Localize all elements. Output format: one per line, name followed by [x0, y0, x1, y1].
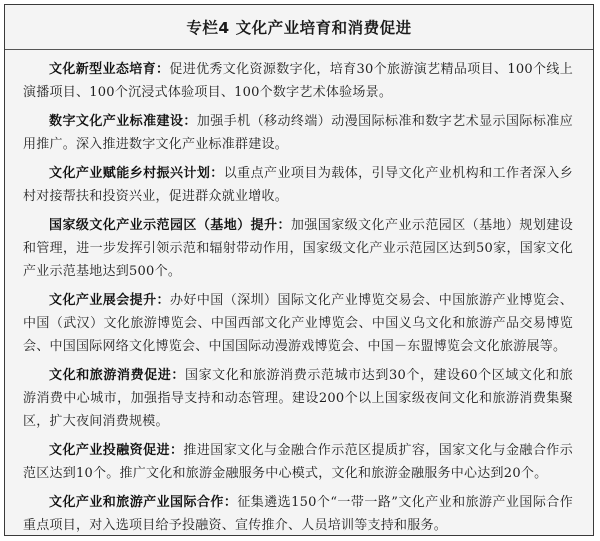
column-title: 专栏4 文化产业培育和消费促进: [5, 5, 593, 50]
item-label: 文化产业赋能乡村振兴计划：: [49, 166, 224, 181]
item-text: 以重点产业项目为载体，引导文化产业机构和工作者深入乡村对接帮扶和投资兴业，促进群众就业增收。: [23, 166, 573, 204]
item-demonstration-parks: [23, 214, 573, 283]
item-text: 促进优秀文化资源数字化，培育30个旅游演艺精品项目、100个线上演播项目、100个沉浸式体验项目、100个数字艺术体验场景。: [23, 62, 573, 100]
item-text: 国家文化和旅游消费示范城市达到30个，建设60个区域文化和旅游消费中心城市，加强指导支持和动态管理。建设200个以上国家级夜间文化和旅游消费集聚区，扩大夜间消费规模。: [23, 368, 573, 429]
item-investment-financing: [23, 439, 573, 485]
item-digital-standards: [23, 110, 573, 156]
item-rural-revitalization: [23, 162, 573, 208]
column-box: [4, 4, 594, 536]
item-label: 数字文化产业标准建设：: [49, 114, 197, 129]
item-text: 征集遴选150个“一带一路”文化产业和旅游产业国际合作重点项目，对入选项目给予投融资、宣传推介、人员培训等支持和服务。: [23, 495, 573, 533]
item-label: 文化新型业态培育：: [49, 62, 170, 77]
item-label: 国家级文化产业示范园区（基地）提升：: [49, 218, 291, 233]
item-international-cooperation: [23, 491, 573, 537]
item-label: 文化产业和旅游产业国际合作：: [49, 495, 238, 510]
item-consumption-promotion: [23, 364, 573, 433]
item-new-business-formats: [23, 58, 573, 104]
item-text: 加强手机（移动终端）动漫国际标准和数字艺术显示国际标准应用推广。深入推进数字文化产业标准群建设。: [23, 114, 573, 152]
item-text: 推进国家文化与金融合作示范区提质扩容，国家文化与金融合作示范区达到10个。推广文化和旅游金融服务中心模式，文化和旅游金融服务中心达到20个。: [23, 443, 573, 481]
item-text: 加强国家级文化产业示范园区（基地）规划建设和管理，进一步发挥引领示范和辐射带动作用，国家级文化产业示范园区达到50家，国家文化产业示范基地达到500个。: [23, 218, 573, 279]
item-text: 办好中国（深圳）国际文化产业博览交易会、中国旅游产业博览会、中国（武汉）文化旅游博览会、中国西部文化产业博览会、中国义乌文化和旅游产品交易博览会、中国国际网络文化博览会、中国国际动漫游戏博览会、中国－东盟博览会文化旅游展等。: [23, 293, 573, 354]
item-label: 文化和旅游消费促进：: [49, 368, 185, 383]
item-label: 文化产业投融资促进：: [49, 443, 184, 458]
item-label: 文化产业展会提升：: [49, 293, 170, 308]
item-expo-upgrade: [23, 289, 573, 358]
column-body: [5, 50, 593, 537]
